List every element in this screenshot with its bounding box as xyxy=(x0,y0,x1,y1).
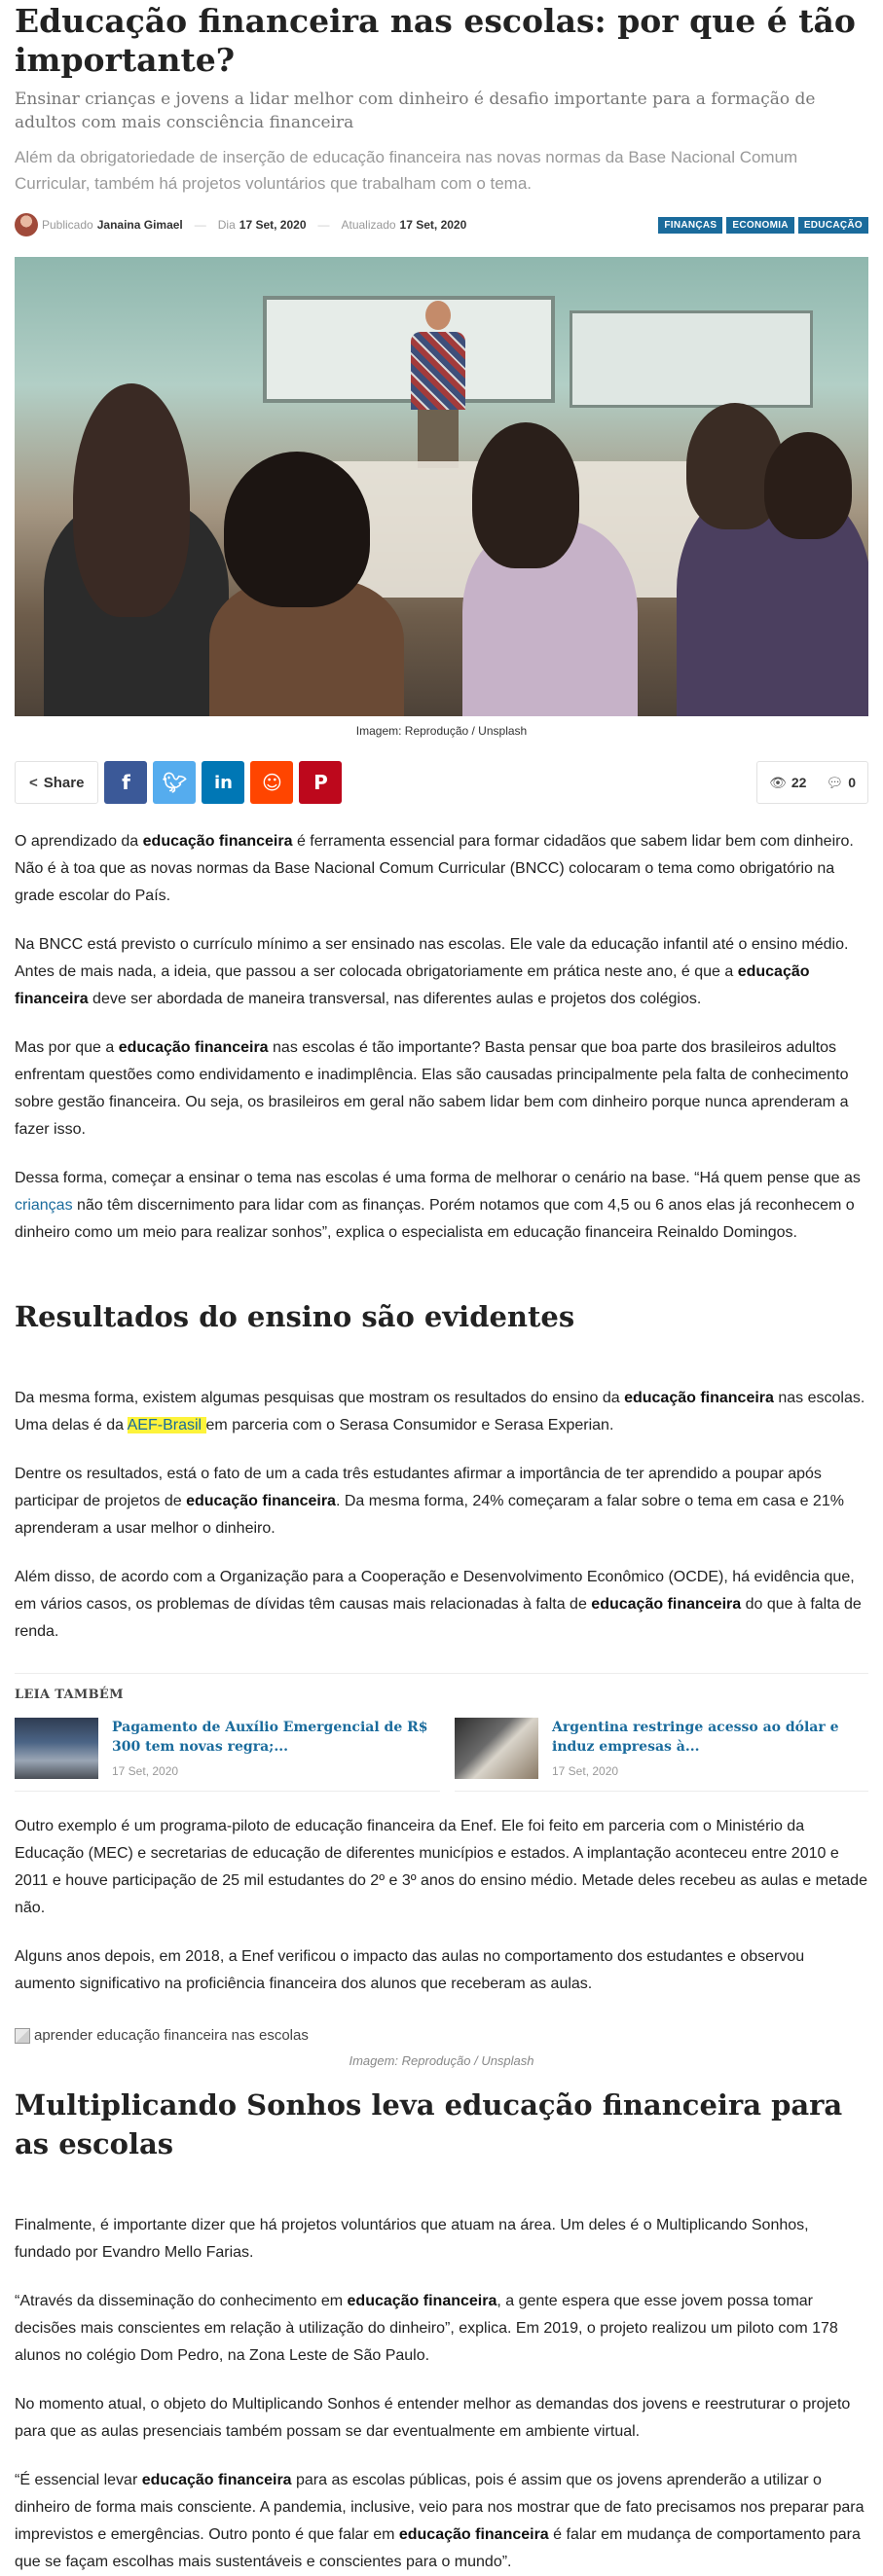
paragraph: Dentre os resultados, está o fato de um a cada três estudantes afirmar a importância de ter aprendido a poupar após participar de projetos de educação financeira. Da mesma forma, 24% começaram a falar sobre o tema em casa e 21% aprenderam a usar melhor o dinheiro. xyxy=(15,1466,844,1537)
facebook-share-button[interactable] xyxy=(104,761,147,804)
hero-student xyxy=(472,422,579,568)
share-icon: < xyxy=(29,774,38,791)
pinterest-icon: P xyxy=(313,771,328,794)
article-excerpt: Além da obrigatoriedade de inserção de educação financeira nas novas normas da Base Nacional Comum Curricular, também há projetos voluntários que trabalham com o tema. xyxy=(15,148,798,193)
tag-financas[interactable]: FINANÇAS xyxy=(658,217,722,234)
hero-teacher xyxy=(409,301,467,466)
share-buttons xyxy=(15,761,342,804)
criancas-link[interactable]: crianças xyxy=(15,1197,73,1214)
aef-brasil-link[interactable]: AEF-Brasil xyxy=(127,1417,206,1433)
article-meta xyxy=(15,213,466,236)
article-title: Educação financeira nas escolas: por que é tão importante? xyxy=(15,2,856,79)
twitter-share-button[interactable] xyxy=(153,761,196,804)
paragraph: Finalmente, é importante dizer que há projetos voluntários que atuam na área. Um deles é o Multiplicando Sonhos, fundado por Evandro Mello Farias. xyxy=(15,2217,809,2261)
share-label: Share xyxy=(43,774,85,791)
author-avatar[interactable] xyxy=(15,213,38,236)
related-date: 17 Set, 2020 xyxy=(552,1764,619,1778)
updated-label: Atualizado xyxy=(341,218,396,232)
updated-date: 17 Set, 2020 xyxy=(399,218,467,232)
hero-student xyxy=(764,432,852,539)
related-date: 17 Set, 2020 xyxy=(112,1764,179,1778)
published-label: Publicado xyxy=(42,218,93,232)
paragraph: “Através da disseminação do conhecimento em educação financeira, a gente espera que esse jovem possa tomar decisões mais conscientes em relação à utilização do dinheiro”, explica. Em 2019, o projeto realizou um piloto com 178 alunos no colégio Dom Pedro, na Zona Leste de São Paulo. xyxy=(15,2293,838,2364)
related-title[interactable]: Argentina restringe acesso ao dólar e induz empresas à... xyxy=(552,1720,839,1755)
related-item[interactable] xyxy=(15,1718,440,1792)
views-count: 👁︎ 22 xyxy=(769,774,807,790)
article-body xyxy=(15,828,868,2576)
section-heading: Resultados do ensino são evidentes xyxy=(15,1300,575,1333)
broken-image xyxy=(15,2027,868,2044)
paragraph: “É essencial levar educação financeira para as escolas públicas, pois é assim que os jovens aprenderão a utilizar o dinheiro de forma mais consciente. A pandemia, inclusive, veio para nos mostrar que de fato precisamos nos preparar para imprevistos e emergências. Outro ponto é que falar em educação financeira é falar em mudança de comportamento para que se façam escolhas mais sustentáveis e conscientes para o mundo”. xyxy=(15,2472,865,2570)
paragraph: Da mesma forma, existem algumas pesquisas que mostram os resultados do ensino da educação financeira nas escolas. Uma delas é da AEF-Brasil em parceria com o Serasa Consumidor e Serasa Experian. xyxy=(15,1390,865,1433)
share-bar xyxy=(15,761,868,804)
tag-economia[interactable]: ECONOMIA xyxy=(726,217,793,234)
hero-image xyxy=(15,257,868,716)
paragraph: Dessa forma, começar a ensinar o tema nas escolas é uma forma de melhorar o cenário na base. “Há quem pense que as crianças não têm discernimento para lidar com as finanças. Porém notamos que com 4,5 ou 6 anos elas já reconhecem o dinheiro como um meio para realizar sonhos”, explica o especialista em educação financeira Reinaldo Domingos. xyxy=(15,1170,861,1241)
related-label: LEIA TAMBÉM xyxy=(15,1687,124,1702)
paragraph: O aprendizado da educação financeira é ferramenta essencial para formar cidadãos que sabem lidar bem com dinheiro. Não é à toa que as novas normas da Base Nacional Comum Curricular (BNCC) colocaram o tema como obrigatório na grade escolar do País. xyxy=(15,833,854,904)
paragraph: Além disso, de acordo com a Organização para a Cooperação e Desenvolvimento Econômico (OCDE), há evidência que, em vários casos, os problemas de dívidas têm causas mais relacionadas à falta de educação financeira do que à falta de renda. xyxy=(15,1569,862,1640)
linkedin-icon: in xyxy=(213,772,233,793)
related-posts xyxy=(15,1673,868,1792)
image-caption: Imagem: Reprodução / Unsplash xyxy=(349,2053,534,2068)
paragraph: Mas por que a educação financeira nas escolas é tão importante? Basta pensar que boa parte dos brasileiros adultos enfrentam questões como endividamento e inadimplência. Elas são causadas principalmente pela falta de conhecimento sobre gestão financeira. Ou seja, os brasileiros em geral não sabem lidar bem com dinheiro porque nunca aprenderam a fazer isso. xyxy=(15,1039,849,1138)
related-list xyxy=(15,1718,868,1792)
comment-icon: 💬︎ xyxy=(826,774,844,790)
meta-separator: — xyxy=(194,218,206,232)
tag-list xyxy=(658,217,868,234)
linkedin-share-button[interactable] xyxy=(202,761,244,804)
hero-student xyxy=(224,452,370,607)
facebook-icon: f xyxy=(122,771,130,794)
hero-whiteboard xyxy=(570,310,813,408)
related-item[interactable] xyxy=(455,1718,868,1792)
reddit-share-button[interactable] xyxy=(250,761,293,804)
publish-date: 17 Set, 2020 xyxy=(239,218,307,232)
image-alt-text: aprender educação financeira nas escolas xyxy=(34,2027,309,2044)
paragraph: No momento atual, o objeto do Multiplicando Sonhos é entender melhor as demandas dos jovens e reestruturar o projeto para que as aulas presenciais também possam se dar eventualmente em ambiente virtual. xyxy=(15,2396,851,2440)
tag-educacao[interactable]: EDUCAÇÃO xyxy=(798,217,868,234)
share-button[interactable] xyxy=(15,761,98,804)
hero-caption: Imagem: Reprodução / Unsplash xyxy=(355,724,528,738)
section-heading: Multiplicando Sonhos leva educação financeira para as escolas xyxy=(15,2088,843,2160)
hero-student xyxy=(73,383,190,617)
paragraph: Na BNCC está previsto o currículo mínimo a ser ensinado nas escolas. Ele vale da educação infantil até o ensino médio. Antes de mais nada, a ideia, que passou a ser colocada obrigatoriamente em prática neste ano, é que a educação financeira deve ser abordada de maneira transversal, nas diferentes aulas e projetos dos colégios. xyxy=(15,936,849,1007)
related-title[interactable]: Pagamento de Auxílio Emergencial de R$ 300 tem novas regra;... xyxy=(112,1720,428,1755)
related-thumbnail[interactable] xyxy=(15,1718,98,1779)
paragraph: Alguns anos depois, em 2018, a Enef verificou o impacto das aulas no comportamento dos estudantes e observou aumento significativo na proficiência financeira dos alunos que receberam as aulas. xyxy=(15,1948,805,1992)
post-stats xyxy=(756,761,868,804)
broken-image-icon xyxy=(15,2028,30,2044)
author-name[interactable]: Janaina Gimael xyxy=(96,218,183,232)
reddit-icon: ☺ xyxy=(262,771,282,794)
eye-icon: 👁︎ xyxy=(769,774,787,790)
related-thumbnail[interactable] xyxy=(455,1718,538,1779)
article-meta-row xyxy=(15,210,868,239)
day-label: Dia xyxy=(217,218,236,232)
meta-separator: — xyxy=(317,218,330,232)
twitter-icon: 🐦︎ xyxy=(162,771,188,794)
pinterest-share-button[interactable] xyxy=(299,761,342,804)
paragraph: Outro exemplo é um programa-piloto de educação financeira da Enef. Ele foi feito em parceria com o Ministério da Educação (MEC) e secretarias de educação de diferentes municípios e estados. A implantação aconteceu entre 2010 e 2011 e houve participação de 25 mil estudantes do 2º e 3º anos do ensino médio. Metade deles recebeu as aulas e metade não. xyxy=(15,1818,867,1916)
comments-count[interactable]: 💬︎ 0 xyxy=(826,774,856,790)
article-subtitle: Ensinar crianças e jovens a lidar melhor com dinheiro é desafio importante para a formação de adultos com mais consciência financeira xyxy=(15,90,816,132)
